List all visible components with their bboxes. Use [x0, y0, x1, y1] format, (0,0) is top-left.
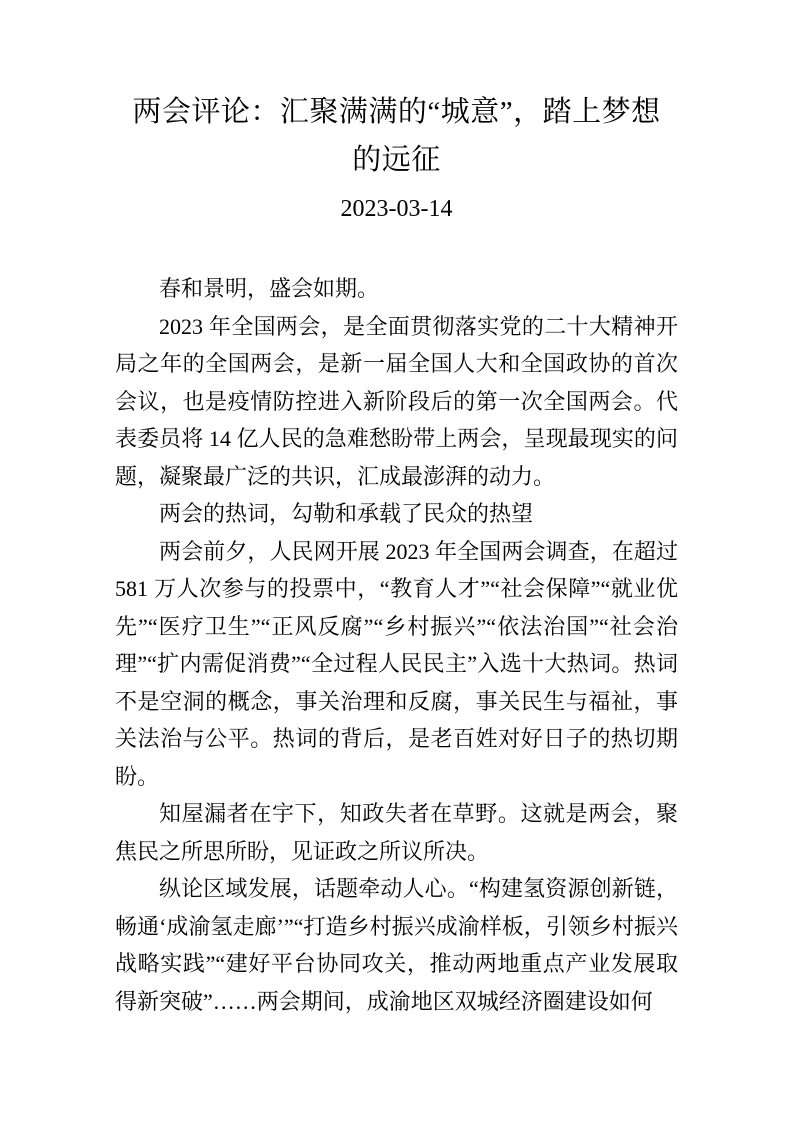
- paragraph-2: 2023 年全国两会，是全面贯彻落实党的二十大精神开局之年的全国两会，是新一届全国人大和全国政协的首次会议，也是疫情防控进入新阶段后的第一次全国两会。代表委员将 14 亿人民的急难愁盼带上两会，呈现最现实的问题，凝聚最广泛的共识，汇成最澎湃的动力。: [115, 313, 678, 489]
- paragraph-1: 春和景明，盛会如期。: [159, 276, 380, 301]
- paragraph-6: 纵论区域发展，话题牵动人心。“构建氢资源创新链，畅通‘成渝氢走廊’”“打造乡村振兴成渝样板，引领乡村振兴战略实践”“建好平台协同攻关，推动两地重点产业发展取得新突破”……两会期间，成渝地区双城经济圈建设如何: [115, 876, 678, 1014]
- paragraph-3: 两会的热词，勾勒和承载了民众的热望: [159, 501, 534, 526]
- paragraph-4: 两会前夕，人民网开展 2023 年全国两会调查，在超过 581 万人次参与的投票中，“教育人才”“社会保障”“就业优先”“医疗卫生”“正风反腐”“乡村振兴”“依法治国”“社会治理”“扩内需促消费”“全过程人民民主”入选十大热词。热词不是空洞的概念，事关治理和反腐，事关民生与福祉，事关法治与公平。热词的背后，是老百姓对好日子的热切期盼。: [115, 538, 678, 789]
- document-body: [115, 270, 678, 1020]
- paragraph-5: 知屋漏者在宇下，知政失者在草野。这就是两会，聚焦民之所思所盼，见证政之所议所决。: [115, 801, 678, 864]
- document-date: 2023-03-14: [340, 196, 453, 222]
- document-title: 两会评论：汇聚满满的“城意”，踏上梦想的远征: [132, 96, 661, 176]
